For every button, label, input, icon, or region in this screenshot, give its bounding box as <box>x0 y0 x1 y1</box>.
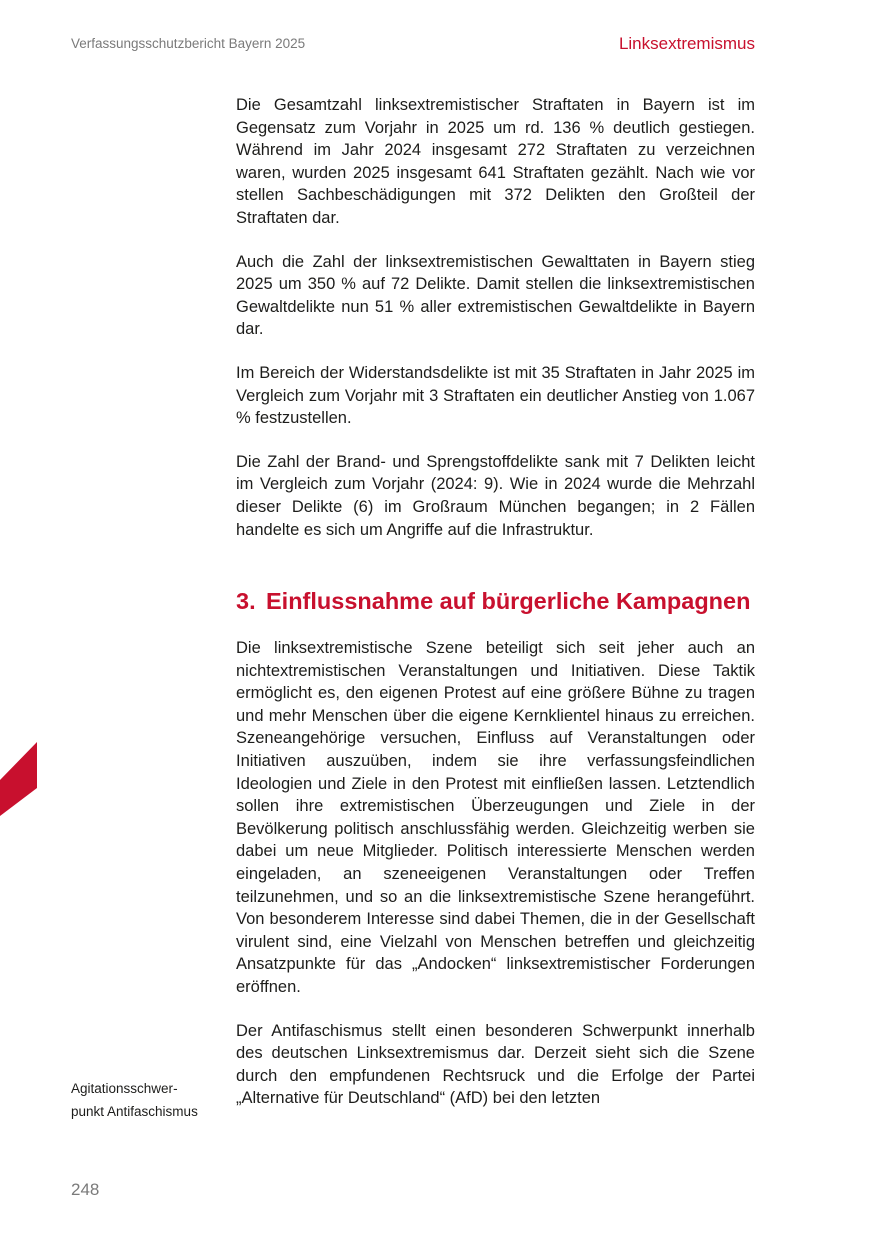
running-header-publication: Verfassungsschutzbericht Bayern 2025 <box>71 36 306 51</box>
page-number: 248 <box>71 1180 100 1199</box>
chapter-tab-marker <box>0 742 37 816</box>
chapter-tab-shape <box>0 742 37 816</box>
margin-note: Agitationsschwerpunkt Antifaschismus <box>71 1081 198 1119</box>
section-number: 3. <box>236 588 256 615</box>
paragraph-antifascism: Der Antifaschismus stellt einen besonderen Schwerpunkt innerhalb des deutschen Linksextremismus dar. Derzeit sieht sich die Szene durch den empfundenen Rechtsruck und die Erfolge der Partei „Alternative für Deutschland“ (AfD) bei den letzten <box>236 1021 755 1108</box>
section-heading <box>236 587 755 615</box>
paragraph-arson-offences: Die Zahl der Brand- und Sprengstoffdelikte sank mit 7 Delikten leicht im Vergleich zum Vorjahr (2024: 9). Wie in 2024 wurde die Mehrzahl dieser Delikte (6) im Großraum München begangen; in 2 Fällen handelte es sich um Angriffe auf die Infrastruktur. <box>236 452 755 539</box>
paragraph-resistance-offences: Im Bereich der Widerstandsdelikte ist mit 35 Straftaten in Jahr 2025 im Vergleich zum Vorjahr mit 3 Straftaten ein deutlicher Anstieg von 1.067 % festzustellen. <box>236 363 755 428</box>
main-text-column <box>236 94 755 1131</box>
section-title: Einflussnahme auf bürgerliche Kampagnen <box>266 588 751 615</box>
running-header-chapter: Linksextremismus <box>618 34 755 53</box>
paragraph-violent-offences: Auch die Zahl der linksextremistischen Gewalttaten in Bayern stieg 2025 um 350 % auf 72 Delikte. Damit stellen die linksextremistischen Gewaltdelikte nun 51 % aller extremistischen Gewaltdelikte in Bayern dar. <box>236 252 755 339</box>
paragraph-total-offences: Die Gesamtzahl linksextremistischer Straftaten in Bayern ist im Gegensatz zum Vorjahr in 2025 um rd. 136 % deutlich gestiegen. Während im Jahr 2024 insgesamt 272 Straftaten zu verzeichnen waren, wurden 2025 insgesamt 641 Straftaten gezählt. Nach wie vor stellen Sachbeschädigungen mit 372 Delikten den Großteil der Straftaten dar. <box>236 96 755 227</box>
paragraph-influence: Die linksextremistische Szene beteiligt sich seit jeher auch an nichtextremistischen Veranstaltungen und Initiativen. Diese Taktik ermöglicht es, den eigenen Protest auf eine größere Bühne zu tragen und mehr Menschen über die eigene Kernklientel hinaus zu erreichen. Szeneangehörige versuchen, Einfluss auf Veranstaltungen oder Initiativen auszuüben, indem sie ihre verfassungsfeindlichen Ideologien und Ziele in den Protest mit einfließen lassen. Letztendlich sollen ihre extremistischen Überzeugungen und Ziele in der Bevölkerung politisch anschlussfähig werden. Gleichzeitig werben sie dabei um neue Mitglieder. Politisch interessierte Menschen werden eingeladen, an szeneeigenen Veranstaltungen oder Treffen teilzunehmen, und so an die linksextremistische Szene herangeführt. Von besonderem Interesse sind dabei Themen, die in der Gesellschaft virulent sind, eine Vielzahl von Menschen betreffen und gleichzeitig Ansatzpunkte für das „Andocken“ linksextremistischer Forderungen eröffnen. <box>236 639 755 996</box>
